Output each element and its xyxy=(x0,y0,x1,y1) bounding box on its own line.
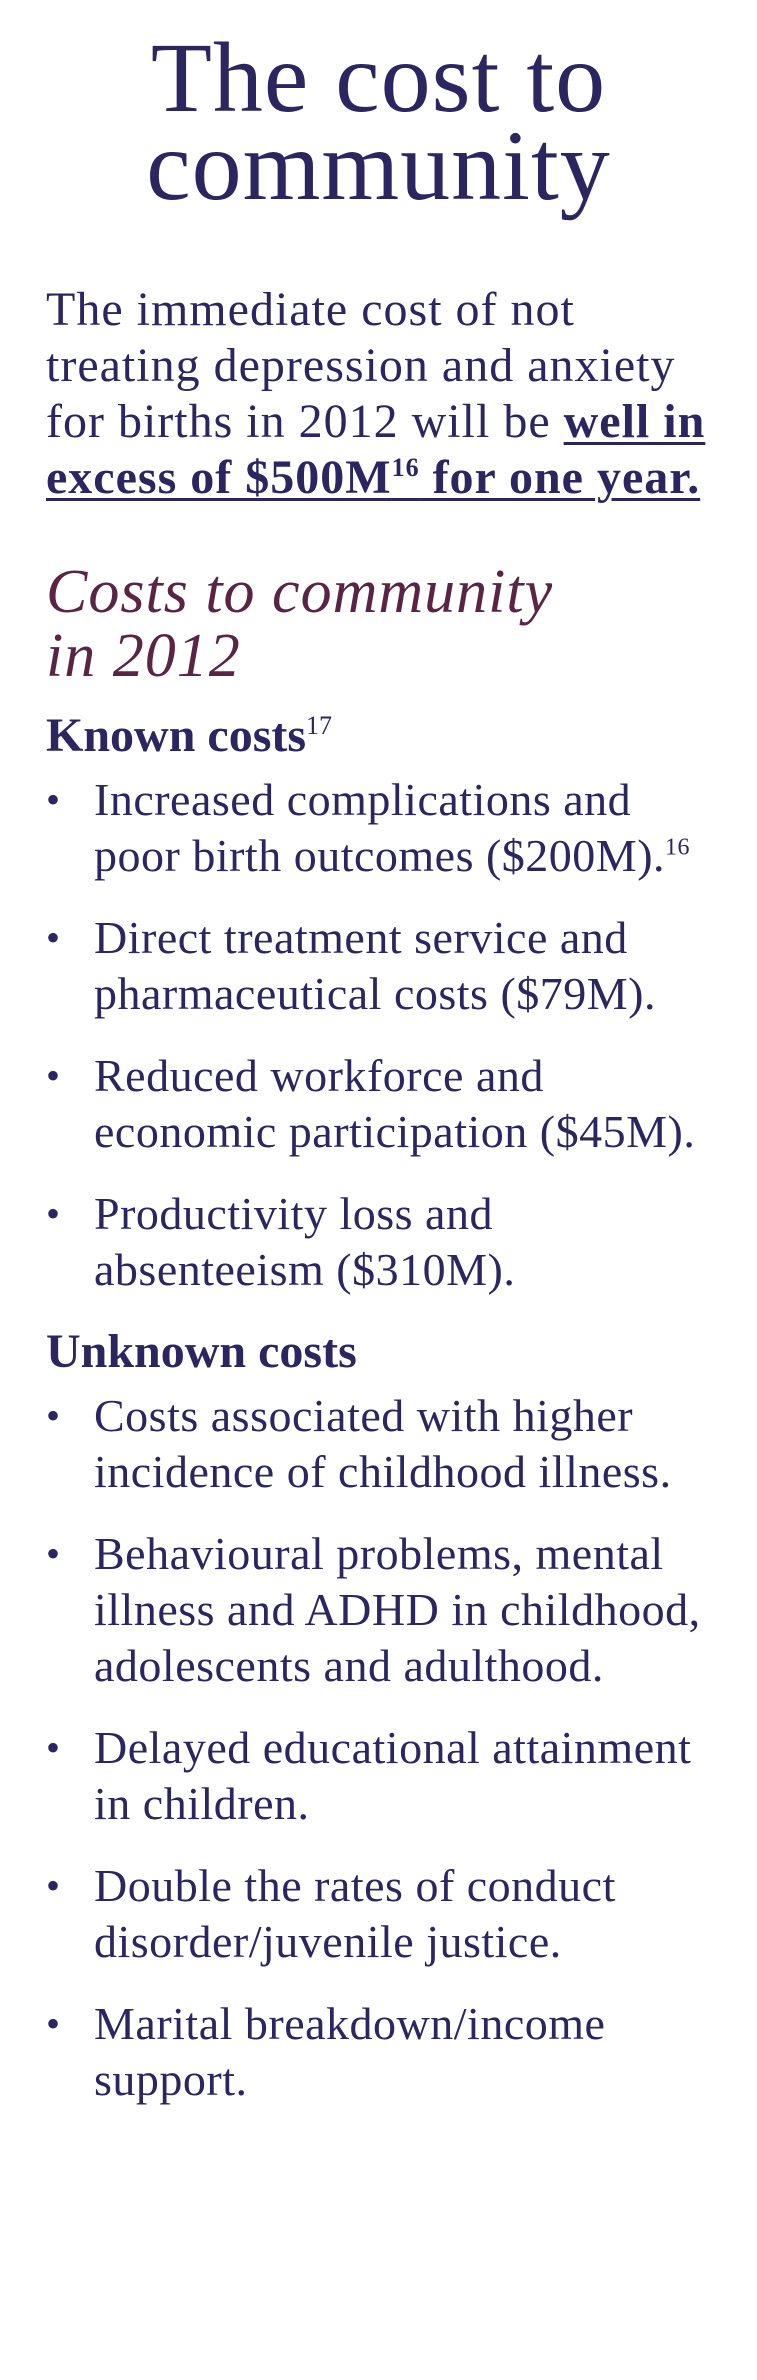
page-title-line-1: The cost to xyxy=(150,22,607,133)
known-cost-item xyxy=(46,1048,711,1160)
intro-emphasis-text: well in excess of $500M xyxy=(46,395,706,504)
unknown-cost-item-text: Costs associated with higher incidence of childhood illness. xyxy=(94,1390,672,1497)
known-costs-list xyxy=(46,772,711,1298)
bullet-icon: • xyxy=(46,915,61,960)
bullet-icon: • xyxy=(46,777,61,822)
known-costs-heading-reference: 17 xyxy=(306,711,333,740)
unknown-costs-heading-text: Unknown costs xyxy=(46,1325,357,1378)
unknown-cost-item xyxy=(46,1720,711,1832)
known-costs-heading xyxy=(46,708,711,764)
intro-emphasis-tail: for one year. xyxy=(419,451,701,504)
unknown-costs-list xyxy=(46,1388,711,2108)
section-title-line-2: in 2012 xyxy=(46,622,241,690)
page-title-line-2: community xyxy=(146,110,611,221)
section-title-line-1: Costs to community xyxy=(46,558,554,626)
known-cost-item-text: Increased complications and poor birth outcomes ($200M). xyxy=(94,774,666,881)
page-title xyxy=(46,0,711,221)
bullet-icon: • xyxy=(46,1725,61,1770)
bullet-icon: • xyxy=(46,1393,61,1438)
known-cost-item-text: Reduced workforce and economic participation ($45M). xyxy=(94,1050,696,1157)
unknown-cost-item xyxy=(46,1996,711,2108)
intro-text: The immediate cost of not treating depression and anxiety for births in 2012 will be xyxy=(46,283,676,448)
unknown-cost-item-text: Marital breakdown/income support. xyxy=(94,1998,606,2105)
bullet-icon: • xyxy=(46,1191,61,1236)
unknown-cost-item-text: Double the rates of conduct disorder/juvenile justice. xyxy=(94,1860,616,1967)
known-cost-item-reference: 16 xyxy=(665,834,691,861)
bullet-icon: • xyxy=(46,2001,61,2046)
bullet-icon: • xyxy=(46,1531,61,1576)
unknown-cost-item xyxy=(46,1388,711,1500)
intro-emphasis-reference: 16 xyxy=(391,453,420,482)
bullet-icon: • xyxy=(46,1863,61,1908)
unknown-cost-item-text: Delayed educational attainment in children. xyxy=(94,1722,692,1829)
unknown-cost-item xyxy=(46,1858,711,1970)
unknown-cost-item-text: Behavioural problems, mental illness and ADHD in childhood, adolescents and adulthood. xyxy=(94,1528,701,1691)
known-cost-item xyxy=(46,1186,711,1298)
known-costs-heading-text: Known costs xyxy=(46,709,307,762)
unknown-costs-heading xyxy=(46,1324,711,1380)
known-cost-item xyxy=(46,772,711,884)
known-cost-item-text: Direct treatment service and pharmaceutical costs ($79M). xyxy=(94,912,656,1019)
unknown-cost-item xyxy=(46,1526,711,1694)
intro-paragraph xyxy=(46,282,711,506)
section-title xyxy=(46,560,711,688)
bullet-icon: • xyxy=(46,1053,61,1098)
known-cost-item xyxy=(46,910,711,1022)
known-cost-item-text: Productivity loss and absenteeism ($310M). xyxy=(94,1188,516,1295)
